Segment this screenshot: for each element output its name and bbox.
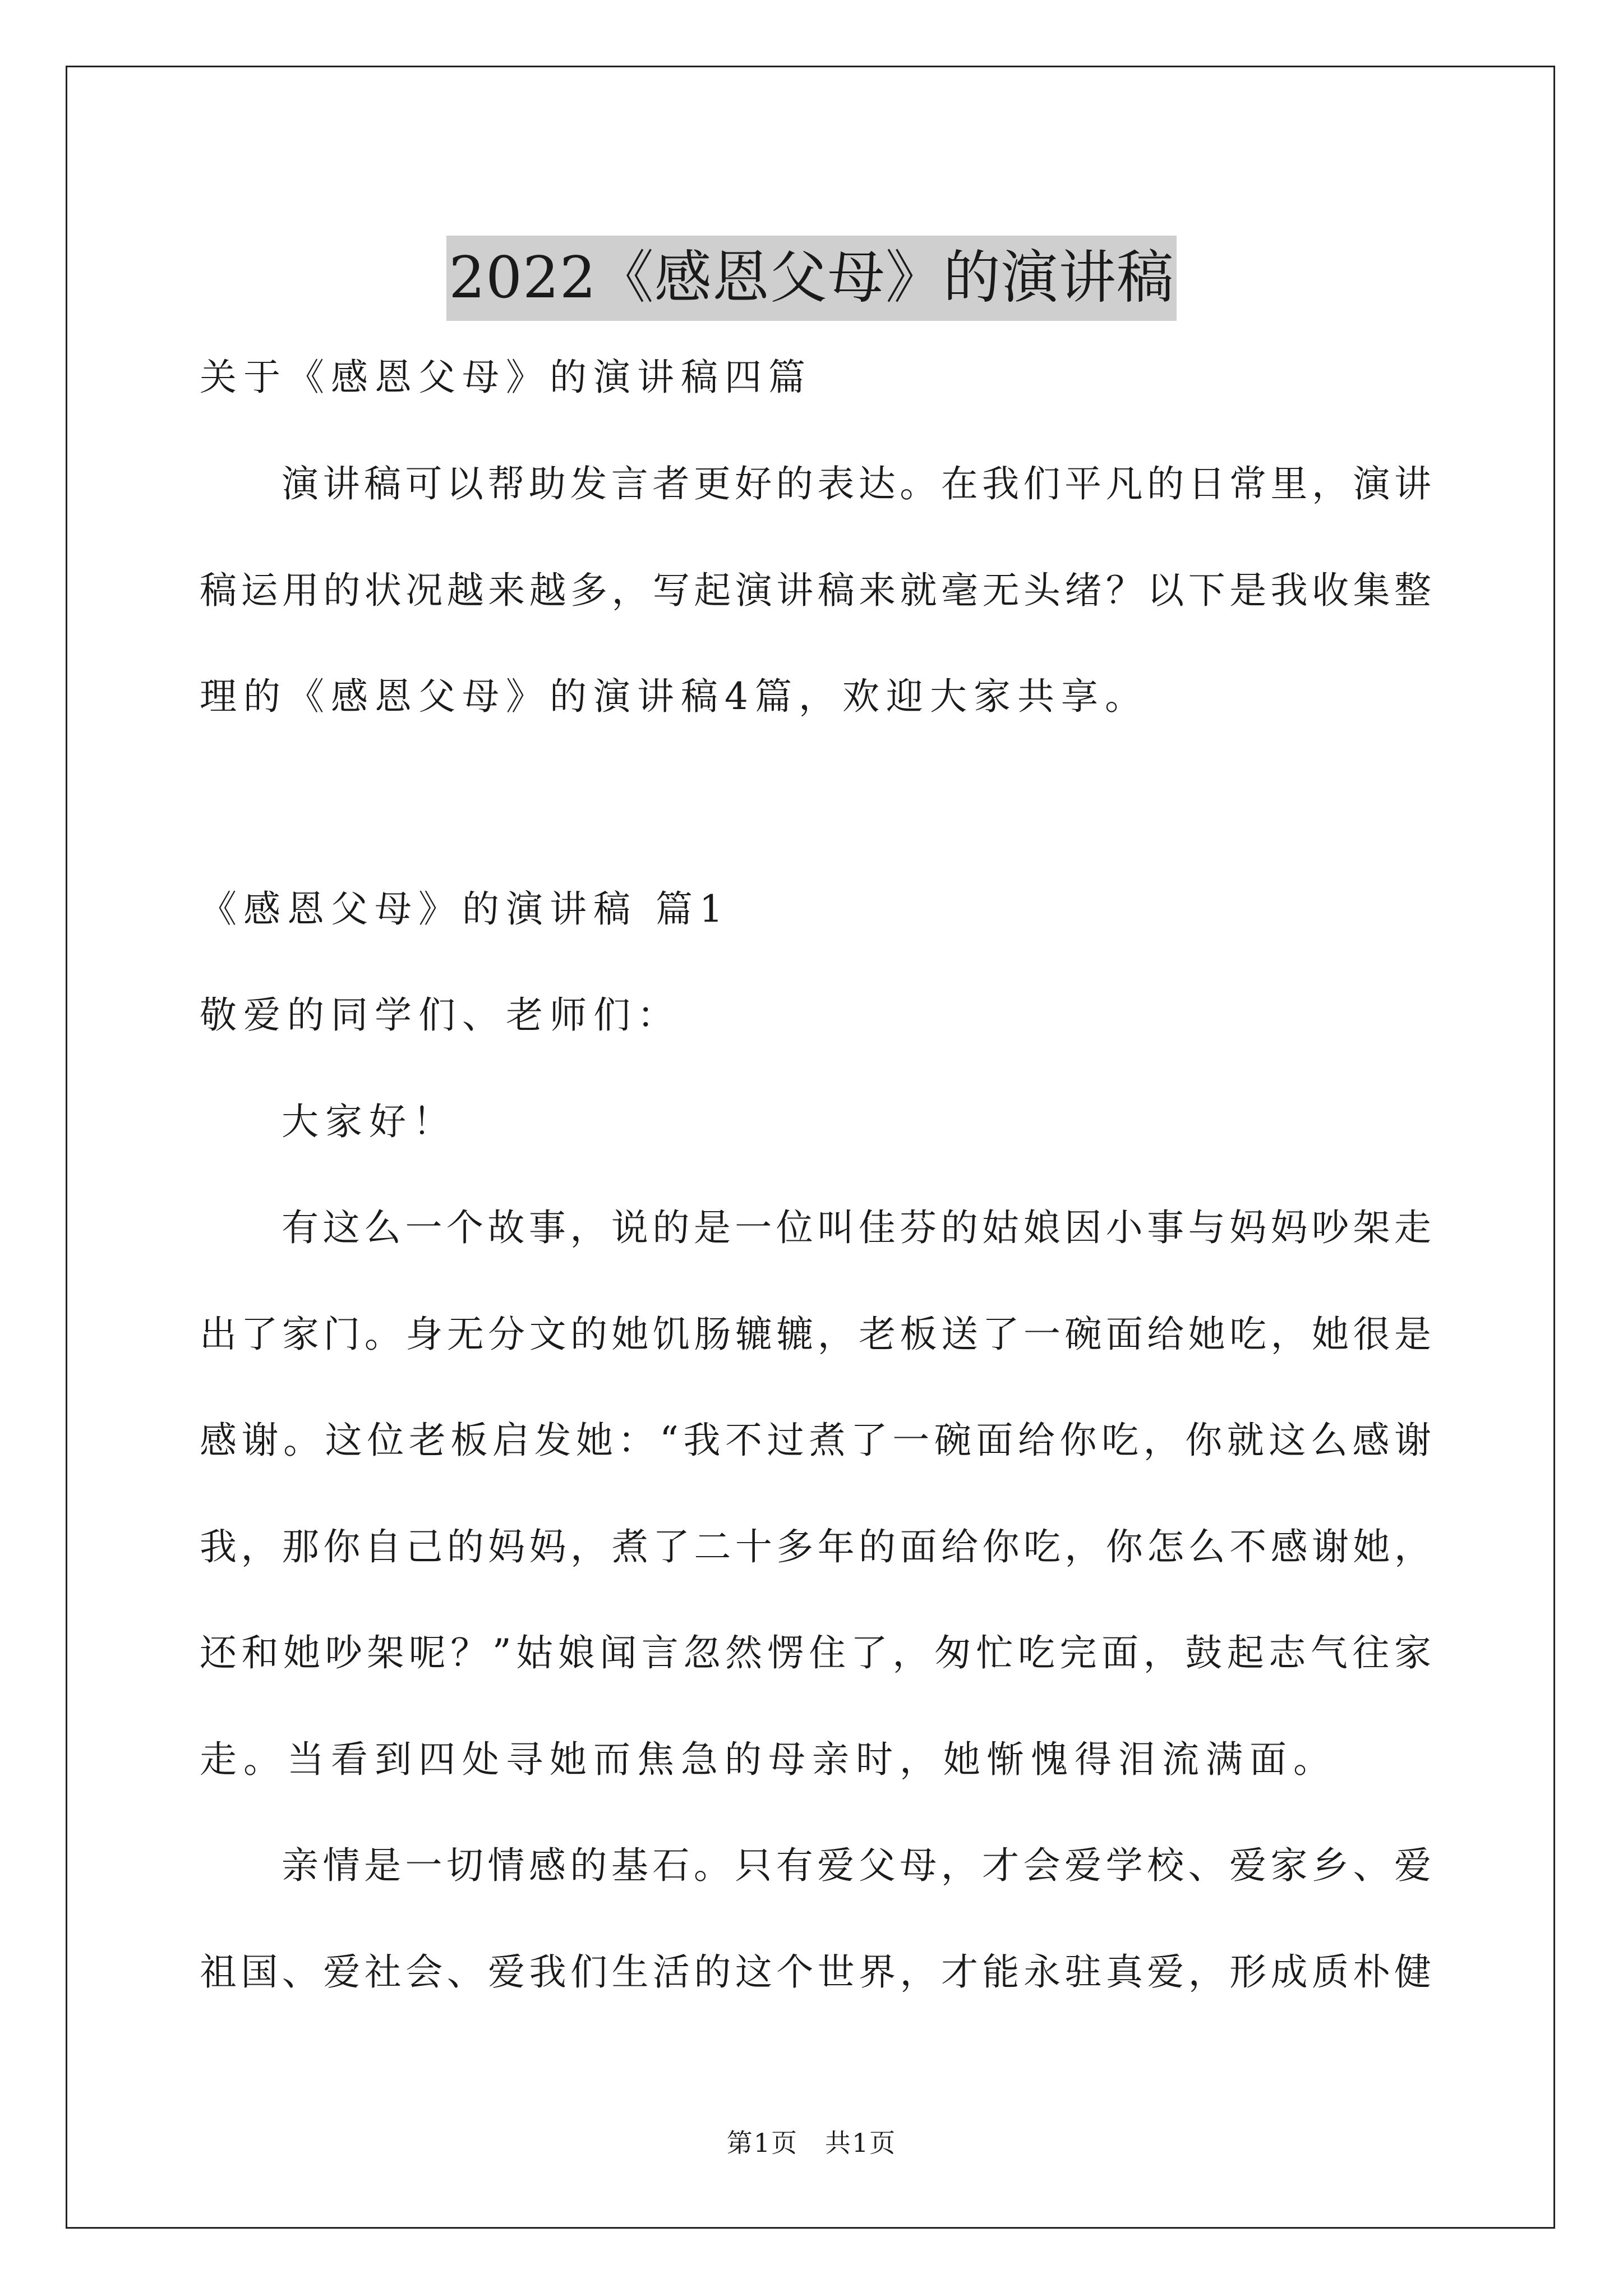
section-heading: 《感恩父母》的演讲稿 篇1 bbox=[200, 887, 730, 931]
text-line: 还和她吵架呢？”姑娘闻言忽然愣住了，匆忙吃完面，鼓起志气往家 bbox=[200, 1631, 1431, 1674]
text-line: 稿运用的状况越来越多，写起演讲稿来就毫无头绪？以下是我收集整 bbox=[200, 569, 1431, 612]
title-container bbox=[0, 197, 1623, 360]
greeting-line: 敬爱的同学们、老师们： bbox=[200, 993, 681, 1037]
text-line: 有这么一个故事，说的是一位叫佳芬的姑娘因小事与妈妈吵架走 bbox=[282, 1206, 1431, 1249]
text-line: 祖国、爱社会、爱我们生活的这个世界，才能永驻真爱，形成质朴健 bbox=[200, 1950, 1431, 1994]
subtitle-line: 关于《感恩父母》的演讲稿四篇 bbox=[200, 356, 812, 399]
page-footer: 第1页 共1页 bbox=[726, 2128, 897, 2158]
text-line: 理的《感恩父母》的演讲稿4篇，欢迎大家共享。 bbox=[200, 675, 1149, 718]
text-line: 感谢。这位老板启发她：“我不过煮了一碗面给你吃，你就这么感谢 bbox=[200, 1419, 1431, 1462]
text-line: 走。当看到四处寻她而焦急的母亲时，她惭愧得泪流满面。 bbox=[200, 1738, 1337, 1781]
text-line: 大家好！ bbox=[282, 1100, 457, 1143]
text-line: 亲情是一切情感的基石。只有爱父母，才会爱学校、爱家乡、爱 bbox=[282, 1844, 1431, 1887]
text-line: 我，那你自己的妈妈，煮了二十多年的面给你吃，你怎么不感谢她， bbox=[200, 1525, 1431, 1568]
document-title: 2022《感恩父母》的演讲稿 bbox=[446, 236, 1177, 321]
text-line: 演讲稿可以帮助发言者更好的表达。在我们平凡的日常里，演讲 bbox=[282, 462, 1431, 505]
text-line: 出了家门。身无分文的她饥肠辘辘，老板送了一碗面给她吃，她很是 bbox=[200, 1313, 1431, 1356]
